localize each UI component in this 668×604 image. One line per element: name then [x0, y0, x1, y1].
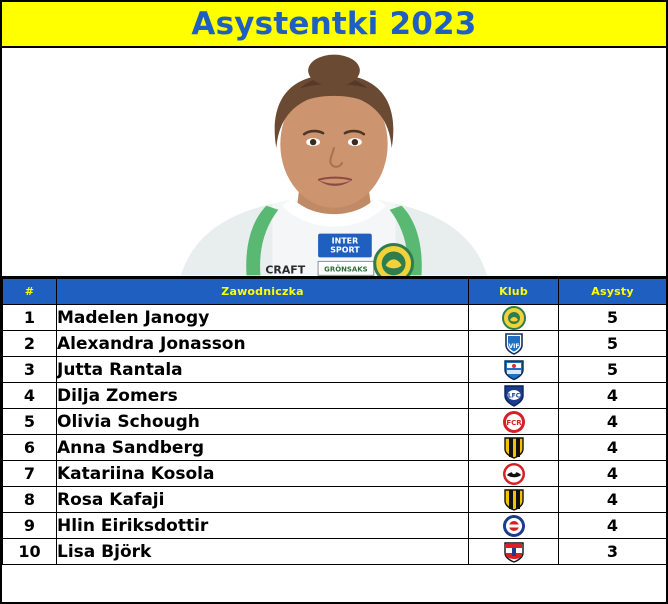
table-row [3, 357, 667, 383]
row-player: Alexandra Jonasson [57, 331, 469, 357]
row-club [469, 487, 559, 513]
row-rank: 2 [3, 331, 57, 357]
table-row [3, 539, 667, 565]
row-assists: 5 [559, 331, 667, 357]
svg-text:GRÖNSAKS: GRÖNSAKS [324, 265, 368, 274]
row-assists: 5 [559, 305, 667, 331]
club-crest-icon [502, 514, 526, 538]
row-rank: 9 [3, 513, 57, 539]
svg-text:CRAFT: CRAFT [265, 263, 306, 276]
row-club [469, 331, 559, 357]
row-player: Anna Sandberg [57, 435, 469, 461]
table-row [3, 513, 667, 539]
row-player: Rosa Kafaji [57, 487, 469, 513]
club-crest-icon [502, 462, 526, 486]
row-player: Madelen Janogy [57, 305, 469, 331]
row-club [469, 539, 559, 565]
column-header-assists: Asysty [559, 279, 667, 305]
column-header-player: Zawodniczka [57, 279, 469, 305]
row-assists: 4 [559, 409, 667, 435]
row-rank: 5 [3, 409, 57, 435]
row-rank: 8 [3, 487, 57, 513]
row-rank: 6 [3, 435, 57, 461]
club-crest-icon [502, 306, 526, 330]
row-club [469, 305, 559, 331]
row-club [469, 435, 559, 461]
table-row [3, 409, 667, 435]
portrait-image [2, 48, 666, 276]
svg-text:VIF: VIF [508, 342, 519, 350]
table-row [3, 487, 667, 513]
club-crest-icon [502, 358, 526, 382]
row-club [469, 409, 559, 435]
row-player: Katariina Kosola [57, 461, 469, 487]
table-row [3, 331, 667, 357]
row-rank: 1 [3, 305, 57, 331]
club-crest-icon [502, 332, 526, 356]
table-row [3, 435, 667, 461]
row-assists: 4 [559, 461, 667, 487]
row-rank: 3 [3, 357, 57, 383]
row-rank: 10 [3, 539, 57, 565]
row-assists: 3 [559, 539, 667, 565]
assists-table [2, 278, 667, 565]
row-rank: 4 [3, 383, 57, 409]
table-row [3, 383, 667, 409]
row-assists: 4 [559, 435, 667, 461]
club-crest-icon [502, 384, 526, 408]
row-player: Dilja Zomers [57, 383, 469, 409]
column-header-club: Klub [469, 279, 559, 305]
table-row [3, 305, 667, 331]
row-rank: 7 [3, 461, 57, 487]
player-photo [2, 48, 666, 278]
svg-text:FCR: FCR [505, 418, 522, 427]
row-club [469, 357, 559, 383]
club-crest-icon [502, 436, 526, 460]
row-club [469, 461, 559, 487]
row-player: Jutta Rantala [57, 357, 469, 383]
row-player: Lisa Björk [57, 539, 469, 565]
table-body [3, 305, 667, 565]
row-player: Hlin Eiriksdottir [57, 513, 469, 539]
club-crest-icon [502, 410, 526, 434]
club-crest-icon [502, 540, 526, 564]
row-assists: 4 [559, 487, 667, 513]
table-header-row [3, 279, 667, 305]
row-assists: 5 [559, 357, 667, 383]
table-row [3, 461, 667, 487]
row-player: Olivia Schough [57, 409, 469, 435]
row-assists: 4 [559, 383, 667, 409]
title-bar [2, 2, 666, 48]
svg-text:LFC: LFC [507, 392, 520, 399]
column-header-rank: # [3, 279, 57, 305]
svg-text:SPORT: SPORT [330, 245, 360, 255]
row-club [469, 383, 559, 409]
row-assists: 4 [559, 513, 667, 539]
svg-text:INTER: INTER [331, 236, 359, 246]
row-club [469, 513, 559, 539]
club-crest-icon [502, 488, 526, 512]
page-title: Asystentki 2023 [191, 5, 477, 42]
